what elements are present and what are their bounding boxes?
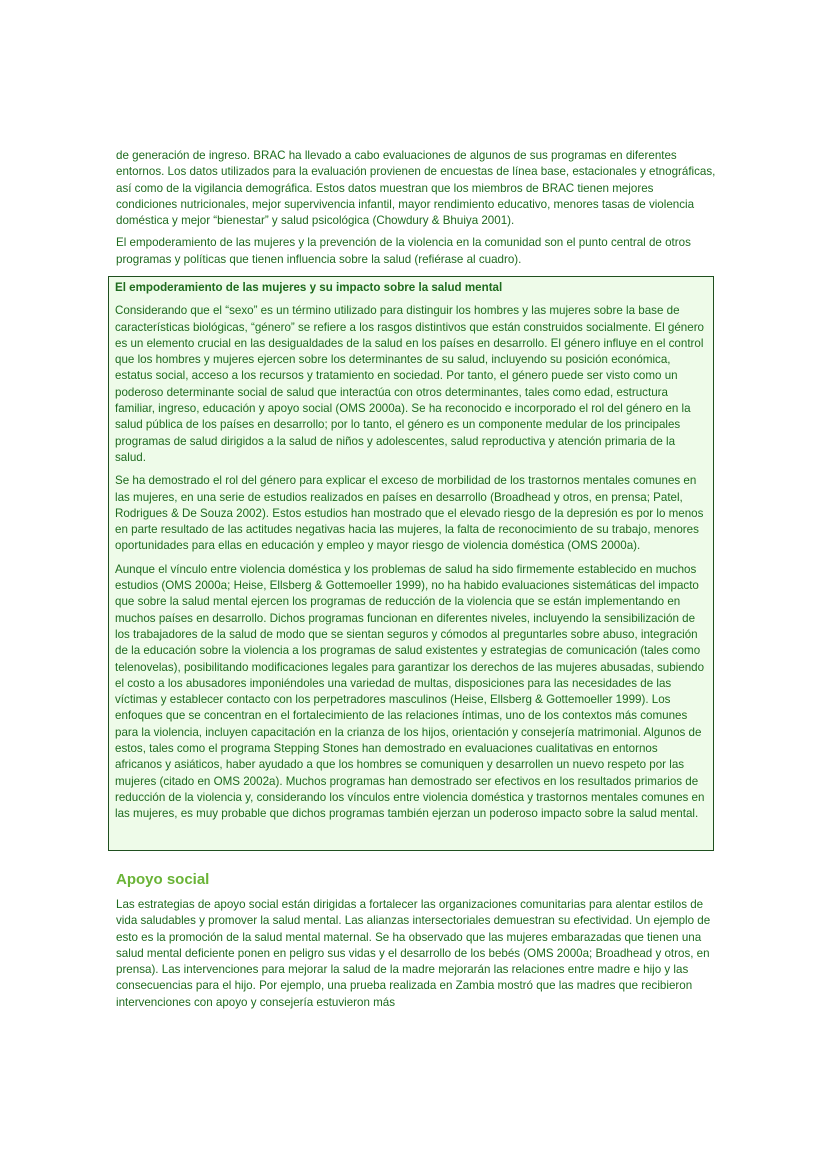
box-paragraph-1: Considerando que el “sexo” es un término utilizado para distinguir los hombres y las mujeres sobre la base de características biológicas, “género” se refiere a los rasgos distintivos que están construidos socialmente. El género es un elemento crucial en las desigualdades de la salud en los países en desarrollo. El género influye en el control que los hombres y mujeres ejercen sobre los determinantes de su salud, incluyendo su posición económica, estatus social, acceso a los recursos y tratamiento en sociedad. Por tanto, el género puede ser visto como un poderoso determinante social de salud que interactúa con otros determinantes, tales como edad, estructura familiar, ingreso, educación y apoyo social (OMS 2000a). Se ha reconocido e incorporado el rol del género en la salud pública de los países en desarrollo; por lo tanto, el género es un componente medular de los principales programas de salud dirigidos a la salud de niños y adolescentes, salud reproductiva y atención primaria de la salud. xyxy=(115,304,704,464)
section-body: Las estrategias de apoyo social están dirigidas a fortalecer las organizaciones comunitarias para alentar estilos de vida saludables y promover la salud mental. Las alianzas intersectoriales demuestran su efectividad. Un ejemplo de esto es la promoción de la salud mental maternal. Se ha observado que las mujeres embarazadas que tienen una salud mental deficiente ponen en peligro sus vidas y el desarrollo de los bebés (OMS 2000a; Broadhead y otros, en prensa). Las intervenciones para mejorar la salud de la madre mejorarán las relaciones entre madre e hijo y las consecuencias para el hijo. Por ejemplo, una prueba realizada en Zambia mostró que las madres que recibieron intervenciones con apoyo y consejería estuvieron más xyxy=(116,898,711,1009)
box-paragraph-3: Aunque el vínculo entre violencia doméstica y los problemas de salud ha sido firmemente establecido en muchos estudios (OMS 2000a; Heise, Ellsberg & Gottemoeller 1999), no ha habido evaluaciones sistemáticas del impacto que sobre la salud mental ejercen los programas de reducción de la violencia que se están implementando en muchos países en desarrollo. Dichos programas funcionan en diferentes niveles, incluyendo la sensibilización de los trabajadores de la salud de modo que se sientan seguros y cómodos al preguntarles sobre abuso, integración de la educación sobre la violencia a los programas de salud existentes y estrategias de comunicación (tales como telenovelas), posibilitando modificaciones legales para garantizar los derechos de las mujeres abusadas, subiendo el costo a los abusadores imponiéndoles una variedad de multas, disposiciones para las necesidades de las víctimas y establecer contacto con los perpetradores masculinos (Heise, Ellsberg & Gottemoeller 1999). Los enfoques que se concentran en el fortalecimiento de las relaciones íntimas, uno de los contextos más comunes para la violencia, incluyen capacitación en la crianza de los hijos, orientación y consejería matrimonial. Algunos de estos, tales como el programa Stepping Stones han demostrado en evaluaciones cualitativas en entornos africanos y asiáticos, haber ayudado a que los hombres se comuniquen y desarrollen un nuevo respeto por las mujeres (citado en OMS 2002a). Muchos programas han demostrado ser efectivos en los resultados primarios de reducción de la violencia y, considerando los vínculos entre violencia doméstica y trastornos mentales comunes en las mujeres, es muy probable que dichos programas también ejerzan un poderoso impacto sobre la salud mental. xyxy=(115,562,705,821)
intro-paragraph-1: de generación de ingreso. BRAC ha llevado a cabo evaluaciones de algunos de sus programas en diferentes entornos. Los datos utilizados para la evaluación provienen de encuestas de línea base, estacionales y etnográficas, así como de la vigilancia demográfica. Estos datos muestran que los miembros de BRAC tienen mejores condiciones nutricionales, mejor supervivencia infantil, mayor rendimiento educativo, menores tasas de violencia doméstica y mejor “bienestar” y salud psicológica (Chowdury & Bhuiya 2001). xyxy=(116,149,716,228)
box-title: El empoderamiento de las mujeres y su impacto sobre la salud mental xyxy=(115,281,503,294)
empowerment-box xyxy=(108,276,714,851)
section-title: Apoyo social xyxy=(116,871,210,888)
box-paragraph-2: Se ha demostrado el rol del género para explicar el exceso de morbilidad de los trastornos mentales comunes en las mujeres, en una serie de estudios realizados en países en desarrollo (Broadhead y otros, en prensa; Patel, Rodrigues & De Souza 2002). Estos estudios han mostrado que el elevado riesgo de la depresión es por lo menos en parte resultado de las actitudes negativas hacia las mujeres, la falta de reconocimiento de su trabajo, menores oportunidades para ellas en educación y empleo y mayor riesgo de violencia doméstica (OMS 2000a). xyxy=(115,474,704,553)
intro-paragraph-2: El empoderamiento de las mujeres y la prevención de la violencia en la comunidad son el punto central de otros programas y políticas que tienen influencia sobre la salud (refiérase al cuadro). xyxy=(116,236,691,266)
intro-text xyxy=(116,148,716,274)
